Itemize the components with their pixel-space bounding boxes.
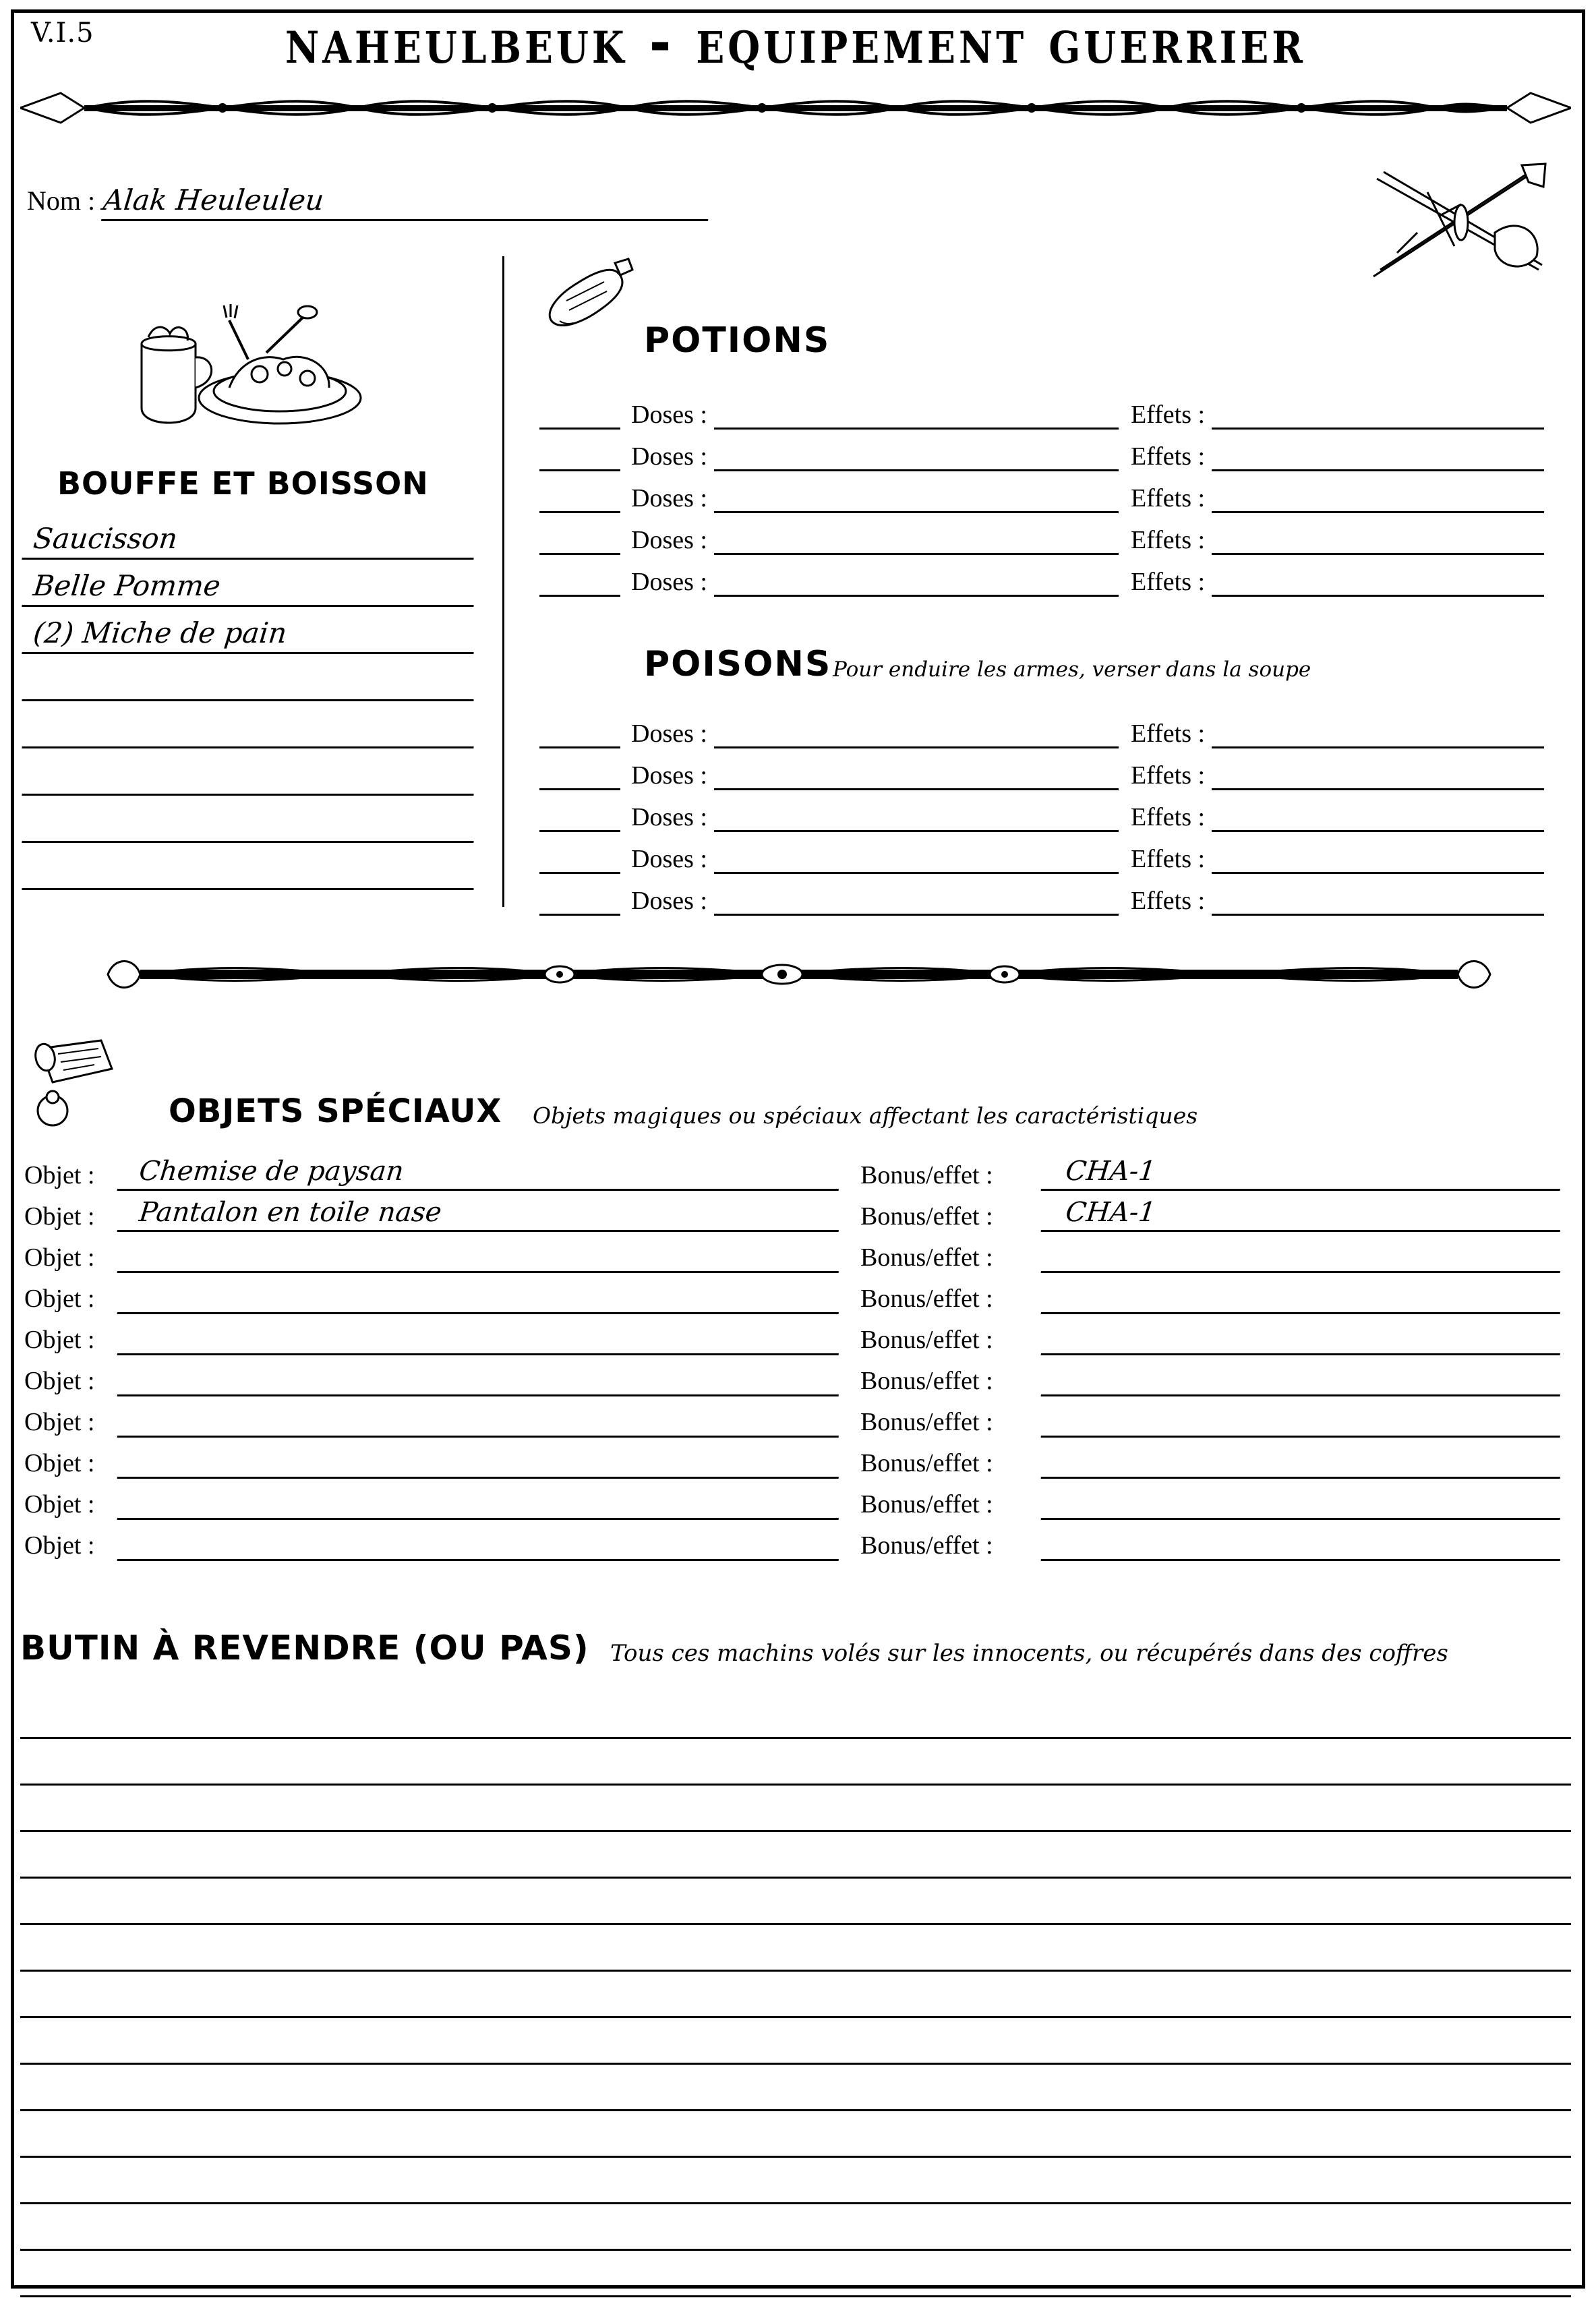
objet-input[interactable] [117,1242,842,1273]
special-objects-section-title: OBJETS SPÉCIAUX [169,1092,502,1130]
potion-bottle-icon [539,256,647,344]
poisons-rows [539,707,1544,916]
potion-effet-label: Effets : [1130,568,1206,596]
poison-dose-label: Doses : [631,887,707,915]
poison-dose-input[interactable] [714,884,1119,916]
poison-effet-input[interactable] [1212,842,1544,874]
potion-dose-label: Doses : [631,526,707,554]
loot-line-input[interactable] [20,2018,1571,2065]
objet-input[interactable] [117,1448,842,1479]
loot-line-input[interactable] [20,1879,1571,1925]
objet-input[interactable]: Pantalon en toile nase [117,1201,842,1232]
objet-input[interactable] [117,1324,842,1355]
poison-quantity-input[interactable] [539,759,620,790]
food-item-input[interactable] [22,843,478,890]
poison-row [539,832,1544,874]
special-object-row [24,1355,1562,1396]
food-item-input[interactable] [22,654,478,701]
objet-label: Objet : [24,1408,95,1436]
bonus-label: Bonus/effet : [860,1285,993,1313]
poison-quantity-input[interactable] [539,842,620,874]
potion-quantity-input[interactable] [539,481,620,513]
potion-dose-label: Doses : [631,568,707,596]
bonus-label: Bonus/effet : [860,1408,993,1436]
bonus-input[interactable] [1041,1283,1564,1314]
objet-input[interactable]: Chemise de paysan [117,1160,842,1191]
poisons-section-note: Pour enduire les armes, verser dans la soupe [833,657,1311,682]
poison-dose-input[interactable] [714,759,1119,790]
objet-input[interactable] [117,1365,842,1396]
objet-label: Objet : [24,1490,95,1519]
loot-line-input[interactable] [20,2251,1571,2297]
loot-line-input[interactable] [20,1692,1571,1739]
objet-input[interactable] [117,1283,842,1314]
spear-divider-ornament [20,81,1571,135]
poison-effet-label: Effets : [1130,761,1206,790]
potion-effet-input[interactable] [1212,398,1544,430]
poison-effet-label: Effets : [1130,887,1206,915]
potion-effet-label: Effets : [1130,401,1206,429]
potion-dose-input[interactable] [714,440,1119,471]
poison-effet-label: Effets : [1130,803,1206,831]
objet-label: Objet : [24,1326,95,1354]
version-label: V.I.5 [31,18,94,49]
scroll-and-ring-icon [20,1035,128,1143]
food-item-input[interactable] [22,748,478,796]
name-field-row [27,183,710,221]
poison-row [539,748,1544,790]
poison-effet-input[interactable] [1212,800,1544,832]
name-input[interactable]: Alak Heuleuleu [101,183,712,221]
potion-effet-label: Effets : [1130,526,1206,554]
food-item-input[interactable] [22,701,478,748]
name-label: Nom : [27,185,96,216]
loot-line-input[interactable] [20,1832,1571,1879]
poison-dose-input[interactable] [714,842,1119,874]
food-item-input[interactable] [22,796,478,843]
poison-row [539,707,1544,748]
bonus-label: Bonus/effet : [860,1326,993,1354]
special-object-row [24,1438,1562,1479]
potion-quantity-input[interactable] [539,523,620,555]
poison-row [539,874,1544,916]
poison-effet-input[interactable] [1212,717,1544,748]
bonus-input[interactable]: CHA-1 [1041,1160,1564,1191]
special-object-row [24,1150,1562,1191]
potion-quantity-input[interactable] [539,398,620,430]
special-objects-rows [24,1150,1562,1561]
loot-line-input[interactable] [20,1925,1571,1972]
potion-dose-input[interactable] [714,565,1119,597]
potion-quantity-input[interactable] [539,440,620,471]
poison-effet-input[interactable] [1212,884,1544,916]
special-object-row [24,1273,1562,1314]
loot-section-title: BUTIN À REVENDRE (OU PAS) [20,1628,589,1668]
special-object-row [24,1479,1562,1520]
loot-line-input[interactable] [20,1739,1571,1786]
objet-label: Objet : [24,1531,95,1560]
objet-input[interactable] [117,1489,842,1520]
bonus-label: Bonus/effet : [860,1531,993,1560]
bonus-input[interactable] [1041,1324,1564,1355]
potion-dose-input[interactable] [714,481,1119,513]
food-item-input[interactable]: (2) Miche de pain [22,607,478,654]
potions-section-title: POTIONS [644,320,831,361]
column-divider [502,256,504,907]
special-object-row [24,1191,1562,1232]
potion-quantity-input[interactable] [539,565,620,597]
loot-line-input[interactable] [20,2065,1571,2111]
bonus-label: Bonus/effet : [860,1367,993,1395]
potion-row [539,471,1544,513]
page-title: naheulbeuk - equipement guerrier [285,5,1306,78]
poison-quantity-input[interactable] [539,717,620,748]
potion-row [539,430,1544,471]
poison-quantity-input[interactable] [539,884,620,916]
food-section-title: BOUFFE ET BOISSON [57,465,429,502]
special-object-row [24,1232,1562,1273]
special-object-row [24,1520,1562,1561]
poison-dose-label: Doses : [631,803,707,831]
potion-dose-input[interactable] [714,398,1119,430]
poison-dose-input[interactable] [714,717,1119,748]
potion-dose-input[interactable] [714,523,1119,555]
food-item-input[interactable]: Saucisson [22,512,478,560]
poison-effet-label: Effets : [1130,845,1206,873]
loot-line-input[interactable] [20,2158,1571,2204]
potion-dose-label: Doses : [631,401,707,429]
potion-row [539,388,1544,430]
potion-row [539,513,1544,555]
special-objects-section-note: Objets magiques ou spéciaux affectant les caractéristiques [533,1102,1198,1129]
objet-label: Objet : [24,1285,95,1313]
bonus-label: Bonus/effet : [860,1490,993,1519]
loot-line-input[interactable] [20,2111,1571,2158]
poison-dose-input[interactable] [714,800,1119,832]
bonus-input[interactable] [1041,1448,1564,1479]
objet-label: Objet : [24,1202,95,1231]
objet-label: Objet : [24,1449,95,1477]
objet-input[interactable] [117,1530,842,1561]
food-and-drink-icon [128,280,371,435]
loot-section-note: Tous ces machins volés sur les innocents, ou récupérés dans des coffres [610,1640,1448,1667]
objet-label: Objet : [24,1367,95,1395]
poisons-section-title: POISONS [644,644,832,684]
potion-dose-label: Doses : [631,442,707,471]
potion-effet-input[interactable] [1212,481,1544,513]
potion-row [539,555,1544,597]
potion-effet-label: Effets : [1130,442,1206,471]
objet-input[interactable] [117,1407,842,1438]
potion-effet-label: Effets : [1130,484,1206,512]
bonus-label: Bonus/effet : [860,1202,993,1231]
bonus-label: Bonus/effet : [860,1161,993,1189]
potion-effet-input[interactable] [1212,523,1544,555]
poison-row [539,790,1544,832]
staff-divider-ornament [101,944,1497,1005]
special-object-row [24,1396,1562,1438]
bonus-input[interactable] [1041,1407,1564,1438]
loot-lines [20,1692,1571,2298]
bonus-input[interactable]: CHA-1 [1041,1201,1564,1232]
poison-effet-input[interactable] [1212,759,1544,790]
poison-quantity-input[interactable] [539,800,620,832]
loot-line-input[interactable] [20,1786,1571,1832]
potion-dose-label: Doses : [631,484,707,512]
potions-rows [539,388,1544,597]
bonus-label: Bonus/effet : [860,1449,993,1477]
crossed-weapons-icon [1360,152,1556,293]
special-object-row [24,1314,1562,1355]
potion-effet-input[interactable] [1212,565,1544,597]
loot-line-input[interactable] [20,1972,1571,2018]
bonus-input[interactable] [1041,1365,1564,1396]
food-item-list [24,512,476,890]
objet-label: Objet : [24,1243,95,1272]
bonus-input[interactable] [1041,1489,1564,1520]
objet-label: Objet : [24,1161,95,1189]
bonus-input[interactable] [1041,1530,1564,1561]
poison-effet-label: Effets : [1130,719,1206,748]
potion-effet-input[interactable] [1212,440,1544,471]
poison-dose-label: Doses : [631,761,707,790]
poison-dose-label: Doses : [631,719,707,748]
food-item-input[interactable]: Belle Pomme [22,560,478,607]
loot-line-input[interactable] [20,2204,1571,2251]
poison-dose-label: Doses : [631,845,707,873]
bonus-label: Bonus/effet : [860,1243,993,1272]
bonus-input[interactable] [1041,1242,1564,1273]
